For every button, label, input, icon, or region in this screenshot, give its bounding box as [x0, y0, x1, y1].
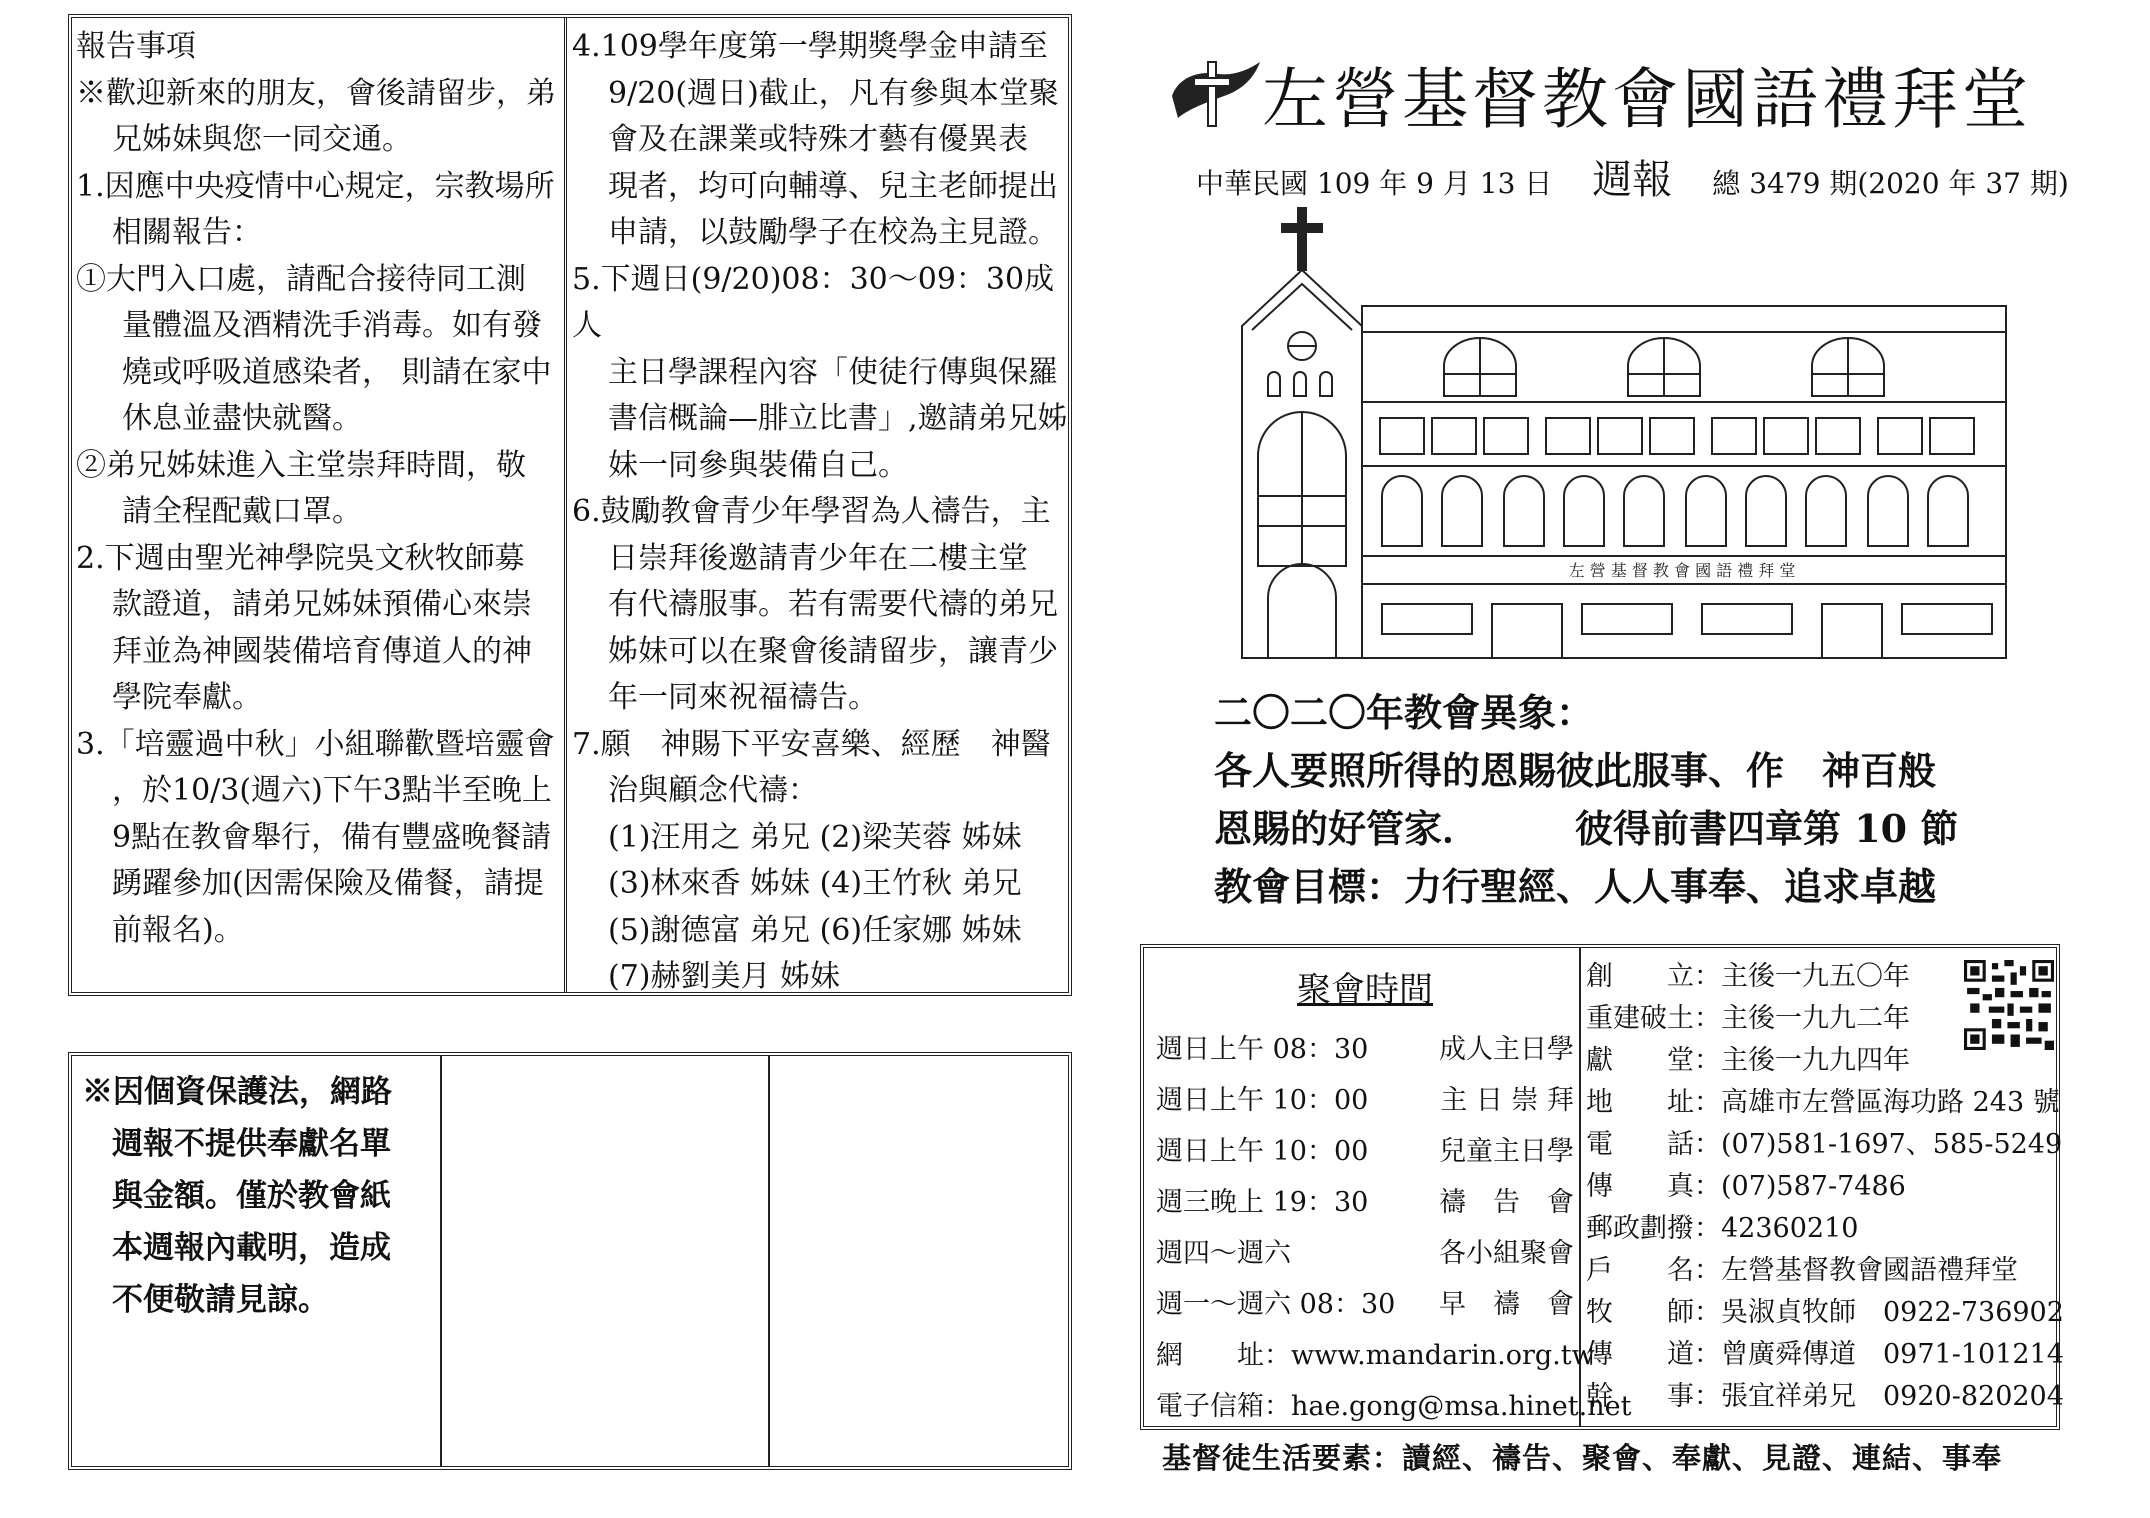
announcement-line: 踴躍參加(因需保險及備餐，請提	[112, 866, 544, 901]
meeting-time: 週日上午 08：30	[1156, 1034, 1369, 1065]
church-detail-line: 地 址：高雄市左營區海功路 243 號	[1586, 1087, 2060, 1118]
meeting-name: 成人主日學	[1439, 1034, 1574, 1065]
announcement-line: (1)汪用之 弟兄 (2)梁芙蓉 姊妹	[608, 819, 1022, 855]
privacy-notice-line: 週報不提供奉獻名單	[112, 1126, 391, 1162]
meeting-row	[1156, 1225, 1574, 1276]
announcement-line: 主日學課程內容「使徒行傳與保羅	[608, 354, 1058, 390]
announcement-line: 燒或呼吸道感染者， 則請在家中	[122, 354, 552, 390]
meeting-times	[1156, 954, 1632, 1429]
meeting-row	[1156, 1174, 1574, 1225]
announcements-right-column	[572, 24, 1070, 1001]
column-divider	[564, 18, 567, 992]
announcement-line: 學院奉獻。	[112, 680, 262, 715]
announcement-line: ，於10/3(週六)下午3點半至晚上	[112, 773, 552, 808]
meeting-time: 週四～週六	[1156, 1238, 1291, 1269]
church-logo-icon	[1168, 56, 1264, 128]
church-vision	[1214, 684, 2044, 916]
table-divider	[440, 1056, 442, 1466]
church-building-illustration	[1232, 206, 2012, 662]
meeting-time: 週三晚上 19：30	[1156, 1187, 1369, 1218]
announcement-line: 有代禱服事。若有需要代禱的弟兄	[608, 587, 1058, 622]
info-box	[1140, 944, 2064, 1430]
privacy-notice-line: 不便敬請見諒。	[112, 1282, 329, 1318]
announcement-line: 1.因應中央疫情中心規定，宗教場所	[76, 168, 555, 204]
bulletin-date: 中華民國 109 年 9 月 13 日	[1196, 167, 1553, 200]
announcement-line: 7.願 神賜下平安喜樂、經歷 神醫	[572, 726, 1051, 762]
announcement-line: 妹一同參與裝備自己。	[608, 447, 908, 483]
announcement-line: 5.下週日(9/20)08：30～09：30成人	[572, 261, 1055, 343]
announcement-line: (7)赫劉美月 姊妹	[608, 959, 841, 994]
church-detail-line: 獻 堂：主後一九九四年	[1586, 1045, 1910, 1076]
privacy-notice-line: 本週報內載明，造成	[112, 1230, 391, 1266]
announcement-line: ②弟兄姊妹進入主堂崇拜時間，敬	[76, 447, 526, 483]
announcement-line: 申請，以鼓勵學子在校為主見證。	[608, 215, 1058, 250]
announcements-left-column	[76, 24, 564, 954]
church-detail-line: 牧 師：吳淑貞牧師 0922-736902	[1586, 1297, 2064, 1328]
announcement-line: 治與顧念代禱：	[608, 773, 818, 808]
church-name: 左營基督教會國語禮拜堂	[1262, 61, 2032, 138]
church-detail-line: 傳 道：曾廣舜傳道 0971-101214	[1586, 1339, 2064, 1370]
meeting-row	[1156, 1276, 1574, 1327]
vision-line: 各人要照所得的恩賜彼此服事、作 神百般	[1214, 748, 1937, 793]
announcement-line: 休息並盡快就醫。	[122, 401, 362, 436]
privacy-notice	[82, 1066, 432, 1326]
announcement-line: 書信概論—腓立比書」,邀請弟兄姊	[608, 401, 1068, 436]
meeting-time: 週一～週六 08：30	[1156, 1289, 1396, 1320]
announcement-line: 請全程配戴口罩。	[122, 494, 362, 529]
privacy-notice-line: ※因個資保護法，網路	[82, 1074, 392, 1110]
announcement-line: 現者，均可向輔導、兒主老師提出	[608, 168, 1058, 204]
church-detail-line: 戶 名：左營基督教會國語禮拜堂	[1586, 1255, 2018, 1286]
meeting-row	[1156, 1123, 1574, 1174]
announcement-line: 拜並為神國裝備培育傳道人的神	[112, 633, 532, 669]
bulletin-label: 週報	[1592, 157, 1673, 203]
meeting-name: 早 禱 會	[1439, 1289, 1574, 1320]
meeting-name: 禱 告 會	[1439, 1187, 1574, 1218]
church-detail-line: 重建破土：主後一九九二年	[1586, 1003, 1910, 1034]
announcement-line: 前報名)。	[112, 912, 244, 948]
privacy-notice-line: 與金額。僅於教會紙	[112, 1178, 391, 1214]
announcement-line: 兄姊妹與您一同交通。	[112, 122, 412, 157]
announcement-line: 相關報告：	[112, 215, 262, 250]
meeting-row	[1156, 1021, 1574, 1072]
table-divider	[768, 1056, 770, 1466]
announcement-line: ※歡迎新來的朋友，會後請留步，弟	[76, 75, 556, 111]
announcement-line: 日崇拜後邀請青少年在二樓主堂	[608, 540, 1028, 576]
meeting-name: 兒童主日學	[1439, 1136, 1574, 1167]
website: 網 址：www.mandarin.org.tw	[1156, 1340, 1595, 1371]
announcements-heading: 報告事項	[76, 29, 196, 64]
meeting-time: 週日上午 10：00	[1156, 1136, 1369, 1167]
email: 電子信箱：hae.gong@msa.hinet.net	[1156, 1391, 1632, 1422]
announcement-line: (5)謝德富 弟兄 (6)任家娜 姊妹	[608, 912, 1022, 948]
church-detail-line: 傳 真：(07)587-7486	[1586, 1171, 1906, 1202]
meeting-rows	[1156, 1021, 1574, 1327]
meeting-row	[1156, 1072, 1574, 1123]
church-detail-line: 郵政劃撥：42360210	[1586, 1213, 1859, 1244]
privacy-notice-table	[68, 1052, 1072, 1470]
announcement-line: (3)林來香 姊妹 (4)王竹秋 弟兄	[608, 866, 1022, 901]
qr-code-icon	[1964, 960, 2054, 1050]
announcement-line: 4.109學年度第一學期獎學金申請至	[572, 29, 1048, 64]
meeting-times-title: 聚會時間	[1297, 970, 1433, 1010]
meeting-time: 週日上午 10：00	[1156, 1085, 1369, 1116]
christian-life-motto: 基督徒生活要素：讀經、禱告、聚會、奉獻、見證、連結、事奉	[1162, 1441, 2003, 1475]
announcement-line: 年一同來祝福禱告。	[608, 680, 878, 715]
announcement-line: 9點在教會舉行，備有豐盛晚餐請	[112, 819, 552, 855]
meeting-name: 各小組聚會	[1439, 1238, 1574, 1269]
announcement-line: 9/20(週日)截止，凡有參與本堂聚	[608, 75, 1059, 111]
issue-number: 總 3479 期(2020 年 37 期)	[1712, 167, 2069, 200]
building-sign: 左 營 基 督 教 會 國 語 禮 拜 堂	[1568, 561, 1796, 580]
announcement-line: 3.「培靈過中秋」小組聯歡暨培靈會	[76, 726, 555, 762]
announcement-line: 姊妹可以在聚會後請留步，讓青少	[608, 633, 1058, 669]
announcements-table	[68, 14, 1072, 996]
announcement-line: ①大門入口處，請配合接待同工測	[76, 261, 526, 297]
announcement-line: 會及在課業或特殊才藝有優異表	[608, 122, 1028, 157]
announcement-line: 6.鼓勵教會青少年學習為人禱告，主	[572, 494, 1051, 529]
announcement-line: 2.下週由聖光神學院吳文秋牧師募	[76, 540, 525, 576]
church-detail-line: 幹 事：張宜祥弟兄 0920-820204	[1586, 1381, 2064, 1412]
church-detail-line: 電 話：(07)581-1697、585-5249	[1586, 1129, 2063, 1160]
announcement-line: 款證道，請弟兄姊妹預備心來崇	[112, 587, 532, 622]
church-detail-line: 創 立：主後一九五〇年	[1586, 961, 1910, 992]
vision-line: 恩賜的好管家． 彼得前書四章第 10 節	[1214, 806, 1959, 851]
vision-line: 二〇二〇年教會異象：	[1214, 690, 1595, 735]
meeting-name: 主 日 崇 拜	[1440, 1085, 1574, 1116]
announcement-line: 量體溫及酒精洗手消毒。如有發	[122, 308, 542, 343]
vision-line: 教會目標：力行聖經、人人事奉、追求卓越	[1214, 864, 1937, 909]
bulletin-date-line	[1196, 148, 2069, 205]
